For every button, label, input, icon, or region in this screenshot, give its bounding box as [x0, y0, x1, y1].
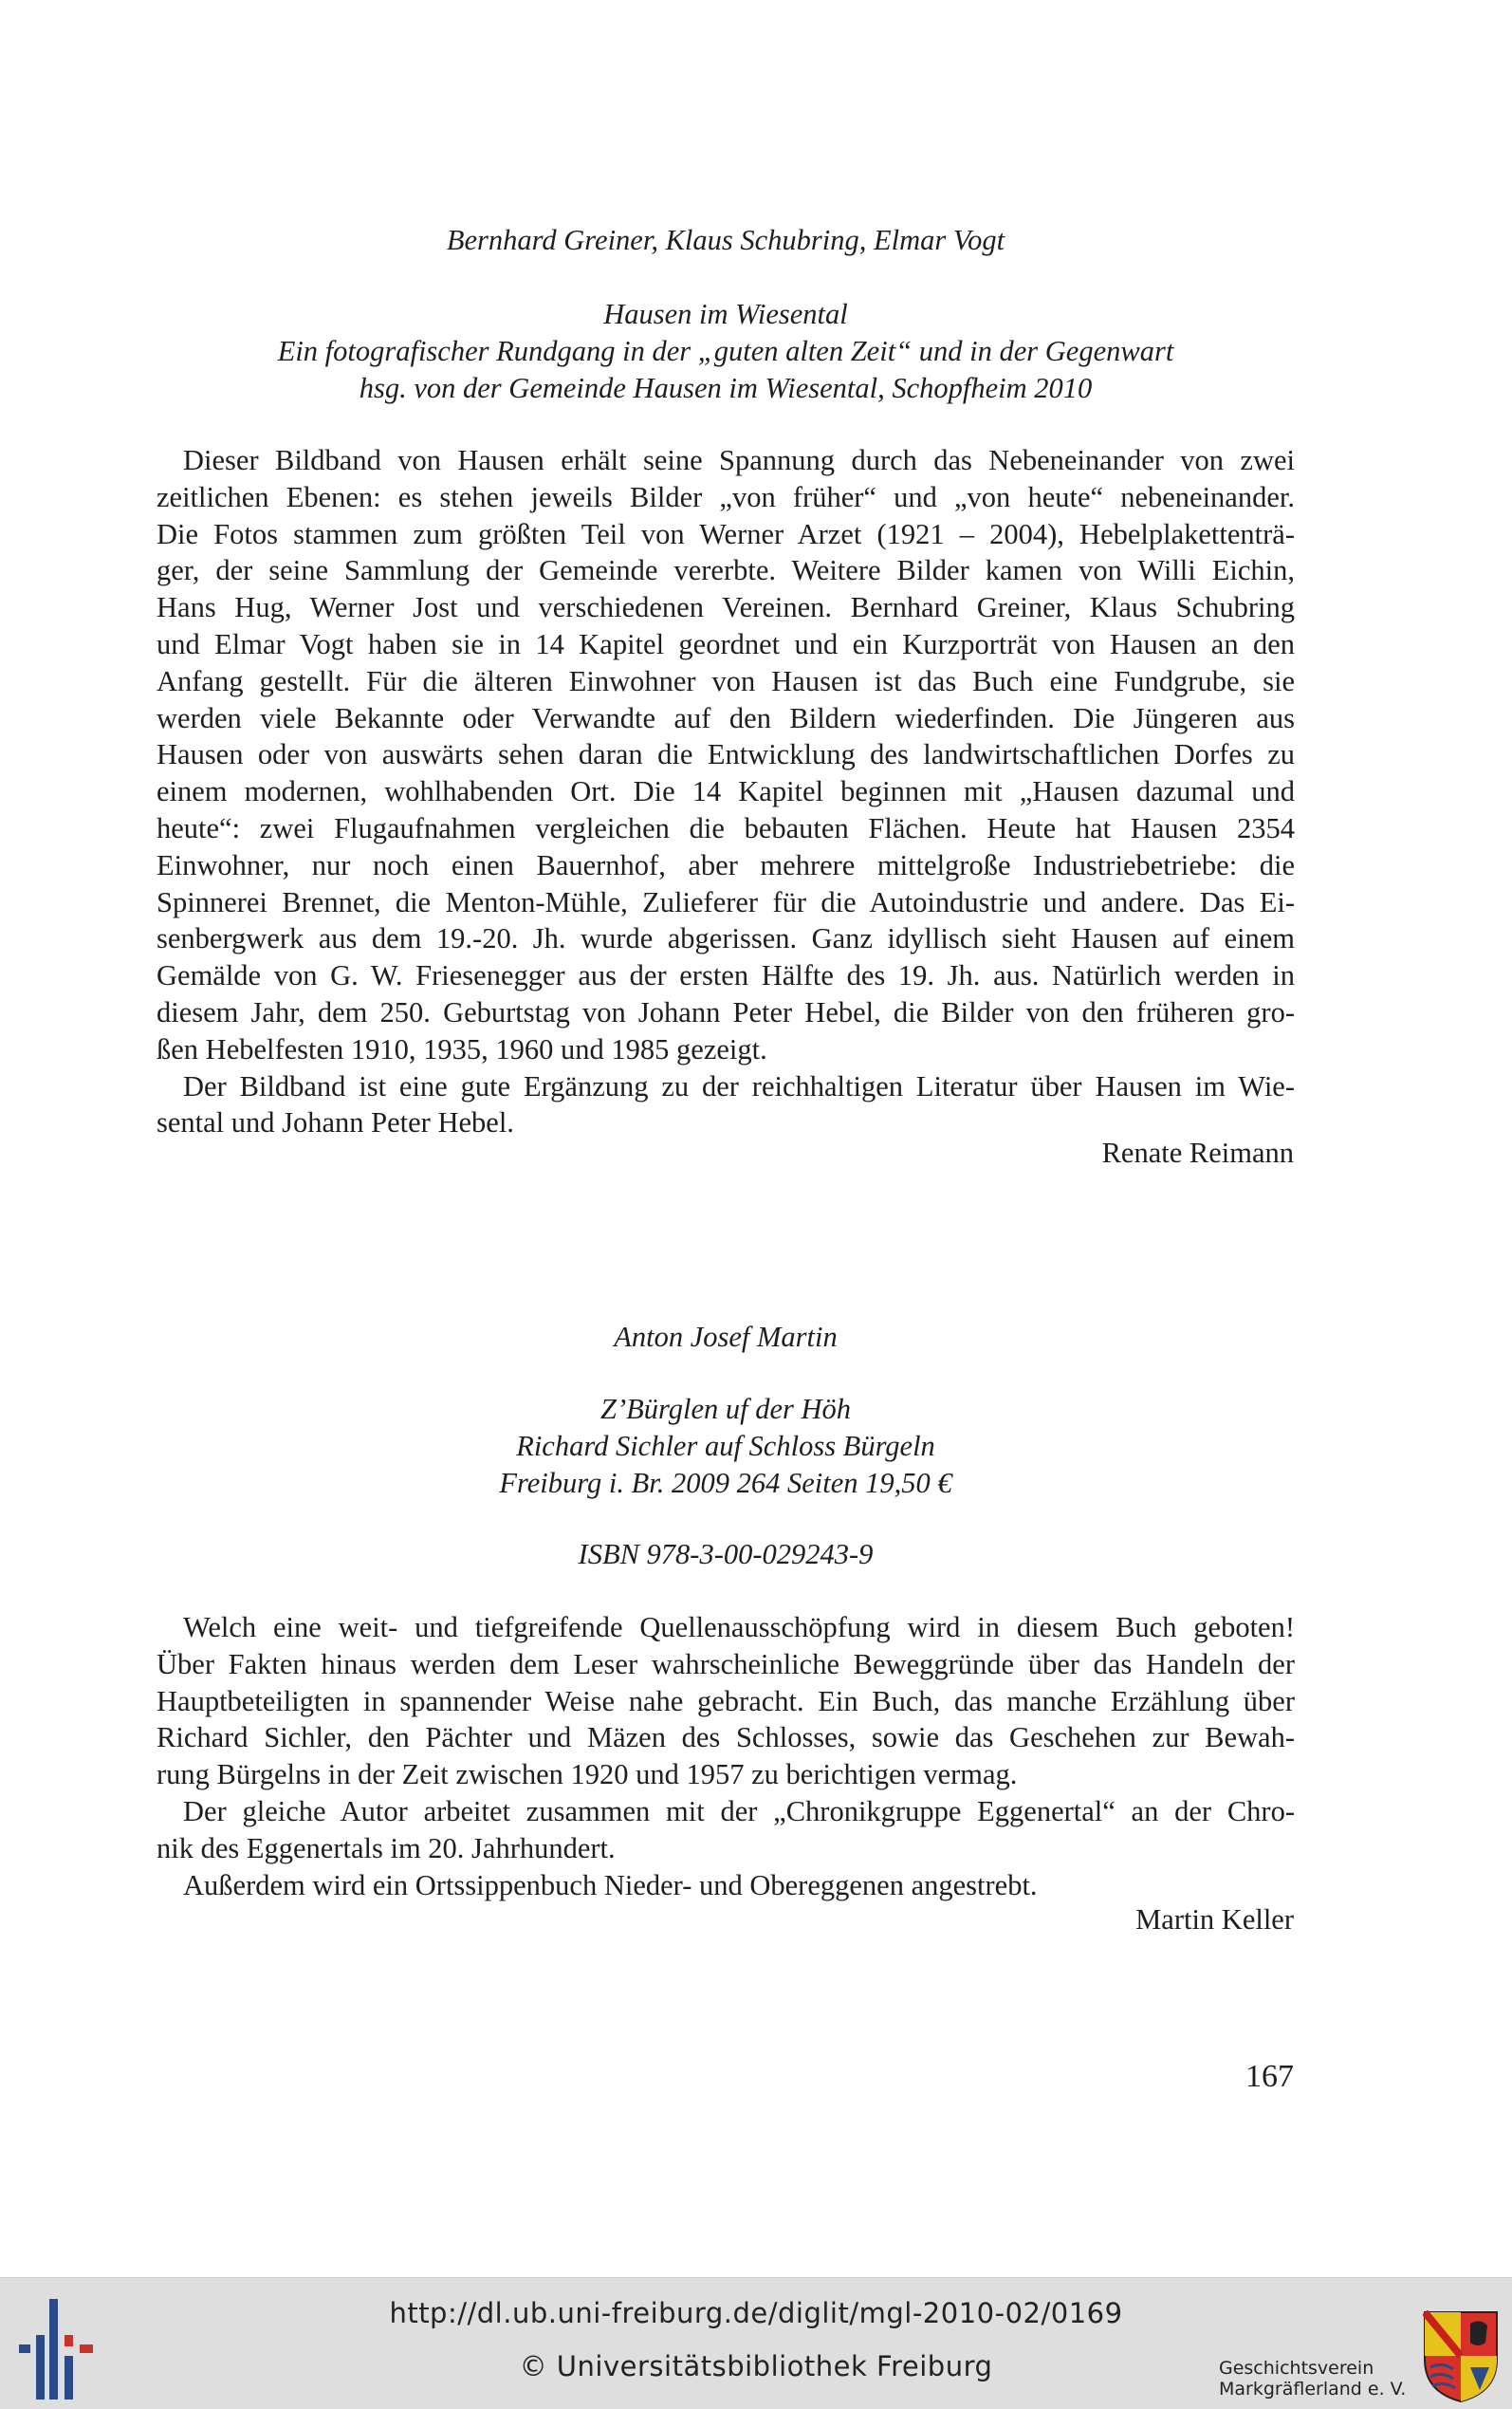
- review1-signature: Renate Reimann: [1101, 1137, 1294, 1169]
- review1-line: ger, der seine Sammlung der Gemeinde vererbte. Weitere Bilder kamen von Willi Eichin,: [157, 554, 1295, 587]
- society-name-line1: Geschichtsverein: [1219, 2358, 1374, 2379]
- review1-line: Spinnerei Brennet, die Menton-Mühle, Zulieferer für die Autoindustrie und andere. Das Ei-: [157, 885, 1295, 918]
- review1-authors: Bernhard Greiner, Klaus Schubring, Elmar Vogt: [446, 224, 1005, 256]
- review1-line: einem modernen, wohlhabenden Ort. Die 14 Kapitel beginnen mit „Hausen dazumal und: [157, 775, 1295, 808]
- footer-bar: [0, 2277, 1512, 2409]
- review1-line: Dieser Bildband von Hausen erhält seine Spannung durch das Nebeneinander von zwei: [183, 444, 1295, 476]
- review1-line: senbergwerk aus dem 19.-20. Jh. wurde abgerissen. Ganz idyllisch sieht Hausen auf einem: [157, 922, 1295, 955]
- review2-author: Anton Josef Martin: [614, 1321, 838, 1353]
- review2-title: Z’Bürglen uf der Höh: [599, 1393, 852, 1425]
- review2-publisher: Freiburg i. Br. 2009 264 Seiten 19,50 €: [499, 1467, 952, 1499]
- review2-body: [157, 1609, 1295, 1903]
- society-name: [1219, 2358, 1406, 2400]
- review1-line: Anfang gestellt. Für die älteren Einwohner von Hausen ist das Buch eine Fundgrube, sie: [157, 664, 1295, 697]
- review1-line: diesem Jahr, dem 250. Geburtstag von Johann Peter Hebel, die Bilder von den früheren gro-: [157, 995, 1295, 1028]
- review1-line: heute“: zwei Flugaufnahmen vergleichen die bebauten Flächen. Heute hat Hausen 2354: [157, 811, 1295, 844]
- review2-line: Außerdem wird ein Ortssippenbuch Nieder- und Obereggenen angestrebt.: [183, 1868, 1038, 1901]
- review1-line: werden viele Bekannte oder Verwandte auf den Bildern wiederfinden. Die Jüngeren aus: [157, 701, 1295, 734]
- review2-signature: Martin Keller: [1135, 1903, 1294, 1936]
- review1-line: und Elmar Vogt haben sie in 14 Kapitel geordnet und ein Kurzporträt von Hausen an den: [157, 627, 1295, 660]
- footer-url-link[interactable]: http://dl.ub.uni-freiburg.de/diglit/mgl-2010-02/0169: [389, 2297, 1123, 2329]
- review1-line: Hans Hug, Werner Jost und verschiedenen Vereinen. Bernhard Greiner, Klaus Schubring: [157, 591, 1295, 624]
- review1-title: Hausen im Wiesental: [603, 298, 848, 330]
- review2-header: [157, 1319, 1295, 1356]
- review1-body: [157, 442, 1295, 1141]
- review1-line: Gemälde von G. W. Friesenegger aus der ersten Hälfte des 19. Jh. aus. Natürlich werden in: [157, 959, 1295, 992]
- review2-line: Über Fakten hinaus werden dem Leser wahrscheinliche Beweggründe über das Handeln der: [157, 1647, 1295, 1680]
- review1-publisher: hsg. von der Gemeinde Hausen im Wiesental, Schopfheim 2010: [359, 372, 1093, 404]
- review2-citation: [157, 1391, 1295, 1502]
- review2-line: rung Bürgelns in der Zeit zwischen 1920 und 1957 zu berichtigen vermag.: [157, 1758, 1018, 1791]
- coat-of-arms-icon: [1423, 2310, 1499, 2403]
- footer-copyright: © Universitätsbibliothek Freiburg: [519, 2350, 993, 2382]
- review2-line: nik des Eggenertals im 20. Jahrhundert.: [157, 1831, 616, 1864]
- review2-isbn-block: [157, 1536, 1295, 1573]
- review2-line: Der gleiche Autor arbeitet zusammen mit der „Chronikgruppe Eggenertal“ an der Chro-: [183, 1794, 1295, 1827]
- review1-line: Hausen oder von auswärts sehen daran die Entwicklung des landwirtschaftlichen Dorfes zu: [157, 738, 1295, 771]
- society-name-line2: Markgräflerland e. V.: [1219, 2379, 1407, 2400]
- review1-line: Einwohner, nur noch einen Bauernhof, aber mehrere mittelgroße Industriebetriebe: die: [157, 848, 1295, 881]
- review2-line: Richard Sichler, den Pächter und Mäzen des Schlosses, sowie das Geschehen zur Bewah-: [157, 1721, 1295, 1754]
- review1-line: ßen Hebelfesten 1910, 1935, 1960 und 1985 gezeigt.: [157, 1032, 767, 1066]
- review2-line: Hauptbeteiligten in spannender Weise nahe gebracht. Ein Buch, das manche Erzählung über: [157, 1684, 1295, 1717]
- review1-header: [157, 222, 1295, 259]
- review1-line: Die Fotos stammen zum größten Teil von Werner Arzet (1921 – 2004), Hebelplakettenträ-: [157, 517, 1295, 550]
- review1-subtitle: Ein fotografischer Rundgang in der „guten alten Zeit“ und in der Gegenwart: [277, 335, 1174, 367]
- page-number: 167: [1245, 2059, 1294, 2094]
- review1-line: zeitlichen Ebenen: es stehen jeweils Bilder „von früher“ und „von heute“ nebeneinander.: [157, 480, 1295, 513]
- review1-citation: [157, 296, 1295, 407]
- review1-line: Der Bildband ist eine gute Ergänzung zu der reichhaltigen Literatur über Hausen im Wie-: [183, 1069, 1295, 1103]
- review1-line: sental und Johann Peter Hebel.: [157, 1106, 514, 1140]
- review2-subtitle: Richard Sichler auf Schloss Bürgeln: [516, 1430, 935, 1462]
- review2-isbn: ISBN 978-3-00-029243-9: [578, 1538, 874, 1570]
- review2-line: Welch eine weit- und tiefgreifende Quellenausschöpfung wird in diesem Buch geboten!: [183, 1611, 1295, 1643]
